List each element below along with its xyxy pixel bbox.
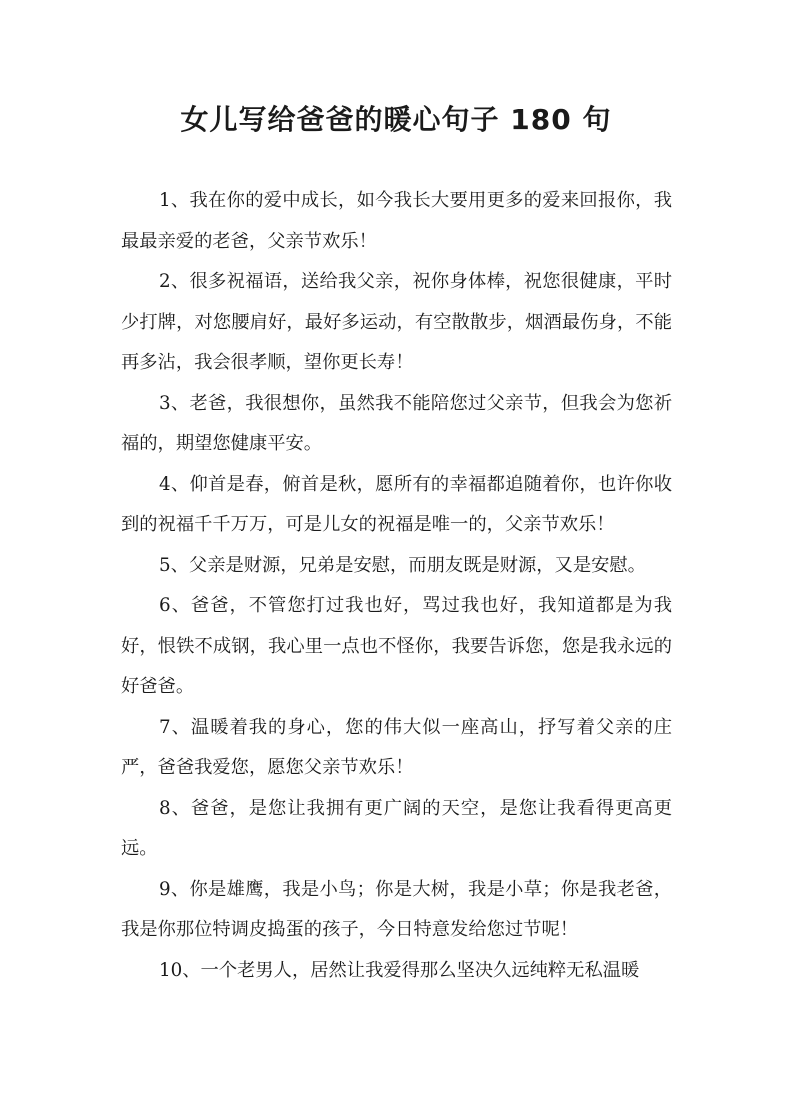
paragraph-2: 2、很多祝福语，送给我父亲，祝你身体棒，祝您很健康，平时少打牌，对您腰肩好，最好多运动，有空散散步，烟酒最伤身，不能再多沾，我会很孝顺，望你更长寿！ (121, 271, 672, 373)
paragraph-8: 8、爸爸，是您让我拥有更广阔的天空，是您让我看得更高更远。 (121, 797, 672, 859)
document-body (121, 181, 672, 991)
document-title: 女儿写给爸爸的暖心句子 180 句 (180, 103, 612, 136)
paragraph-9: 9、你是雄鹰，我是小鸟；你是大树，我是小草；你是我老爸，我是你那位特调皮捣蛋的孩子，今日特意发给您过节呢！ (121, 878, 672, 940)
paragraph-1: 1、我在你的爱中成长，如今我长大要用更多的爱来回报你，我最最亲爱的老爸，父亲节欢乐！ (121, 190, 672, 252)
paragraph-10: 10、一个老男人，居然让我爱得那么坚决久远纯粹无私温暖 (159, 959, 640, 981)
paragraph-3: 3、老爸，我很想你，虽然我不能陪您过父亲节，但我会为您祈福的，期望您健康平安。 (121, 392, 672, 454)
paragraph-7: 7、温暖着我的身心，您的伟大似一座高山，抒写着父亲的庄严，爸爸我爱您，愿您父亲节欢乐！ (121, 716, 672, 778)
paragraph-5: 5、父亲是财源，兄弟是安慰，而朋友既是财源，又是安慰。 (159, 554, 646, 576)
paragraph-4: 4、仰首是春，俯首是秋，愿所有的幸福都追随着你，也许你收到的祝福千千万万，可是儿女的祝福是唯一的，父亲节欢乐！ (121, 473, 672, 535)
paragraph-6: 6、爸爸，不管您打过我也好，骂过我也好，我知道都是为我好，恨铁不成钢，我心里一点也不怪你，我要告诉您，您是我永远的好爸爸。 (121, 595, 672, 697)
